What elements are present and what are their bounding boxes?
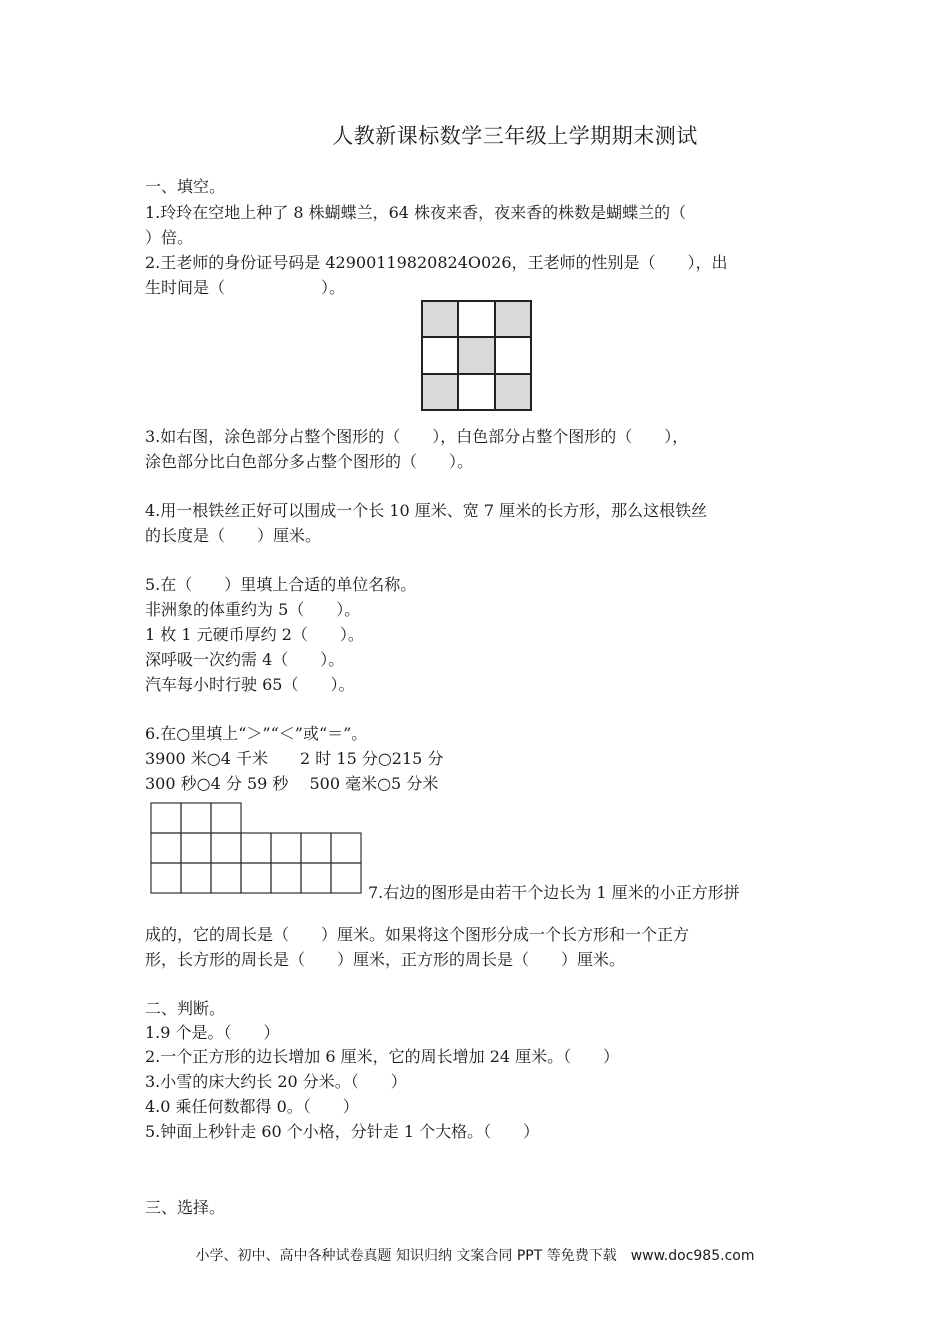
section-heading-fill: 一、填空。 [145, 177, 226, 196]
tile [301, 863, 331, 893]
judge-item: 2.一个正方形的边长增加 6 厘米，它的周长增加 24 厘米。（ ） [145, 1047, 620, 1066]
judge-item: 4.0 乘任何数都得 0。（ ） [145, 1097, 359, 1116]
document-title: 人教新课标数学三年级上学期期末测试 [332, 124, 698, 148]
q6-intro: 6.在○里填上“＞”“＜”或“＝”。 [145, 724, 368, 743]
tile [241, 833, 271, 863]
tile [331, 863, 361, 893]
square-tiles-figure [150, 802, 366, 894]
grid-cell [495, 337, 531, 373]
tile [151, 863, 181, 893]
q6-row1: 3900 米○4 千米 2 时 15 分○215 分 [145, 749, 444, 768]
grid-cell [458, 374, 494, 410]
q4-line2: 的长度是（ ）厘米。 [145, 526, 322, 545]
q1-line2: ）倍。 [145, 228, 194, 247]
q4-line1: 4.用一根铁丝正好可以围成一个长 10 厘米、宽 7 厘米的长方形，那么这根铁丝 [145, 501, 708, 520]
grid-cell [458, 301, 494, 337]
q7-line1: 7.右边的图形是由若干个边长为 1 厘米的小正方形拼 [368, 883, 740, 902]
tile [271, 833, 301, 863]
tile [211, 833, 241, 863]
tile [181, 863, 211, 893]
tile [271, 863, 301, 893]
q3-line2: 涂色部分比白色部分多占整个图形的（ ）。 [145, 452, 474, 471]
q2-line2: 生时间是（ ）。 [145, 278, 346, 297]
shaded-grid-figure [421, 300, 532, 411]
q6-row2: 300 秒○4 分 59 秒 500 毫米○5 分米 [145, 774, 439, 793]
judge-item: 3.小雪的床大约长 20 分米。（ ） [145, 1072, 407, 1091]
tile [211, 863, 241, 893]
judge-item: 5.钟面上秒针走 60 个小格，分针走 1 个大格。（ ） [145, 1122, 540, 1141]
tile [181, 803, 211, 833]
q5-item: 汽车每小时行驶 65（ ）。 [145, 675, 355, 694]
q3-line1: 3.如右图，涂色部分占整个图形的（ ），白色部分占整个图形的（ ）， [145, 427, 689, 446]
tile [331, 833, 361, 863]
q1-line1: 1.玲玲在空地上种了 8 株蝴蝶兰，64 株夜来香，夜来香的株数是蝴蝶兰的（ [145, 203, 687, 222]
q7-line3: 形，长方形的周长是（ ）厘米，正方形的周长是（ ）厘米。 [145, 950, 626, 969]
section-heading-choice: 三、选择。 [145, 1198, 226, 1217]
tile [211, 803, 241, 833]
section-heading-judge: 二、判断。 [145, 999, 226, 1018]
q2-line1: 2.王老师的身份证号码是 42900119820824O026，王老师的性别是（ ），出 [145, 253, 728, 272]
q5-item: 1 枚 1 元硬币厚约 2（ ）。 [145, 625, 364, 644]
grid-cell-shaded [458, 337, 494, 373]
grid-cell-shaded [422, 374, 458, 410]
q5-item: 非洲象的体重约为 5（ ）。 [145, 600, 361, 619]
q7-line2: 成的，它的周长是（ ）厘米。如果将这个图形分成一个长方形和一个正方 [145, 925, 690, 944]
tile [151, 833, 181, 863]
q5-intro: 5.在（ ）里填上合适的单位名称。 [145, 575, 417, 594]
tile [151, 803, 181, 833]
grid-cell-shaded [495, 374, 531, 410]
grid-cell [422, 337, 458, 373]
grid-cell-shaded [422, 301, 458, 337]
tile [241, 863, 271, 893]
grid-cell-shaded [495, 301, 531, 337]
tile [301, 833, 331, 863]
footer-note: 小学、初中、高中各种试卷真题 知识归纳 文案合同 PPT 等免费下载 www.doc985.com [195, 1248, 755, 1264]
tile [181, 833, 211, 863]
q5-item: 深呼吸一次约需 4（ ）。 [145, 650, 345, 669]
judge-item: 1.9 个是。（ ） [145, 1023, 280, 1042]
